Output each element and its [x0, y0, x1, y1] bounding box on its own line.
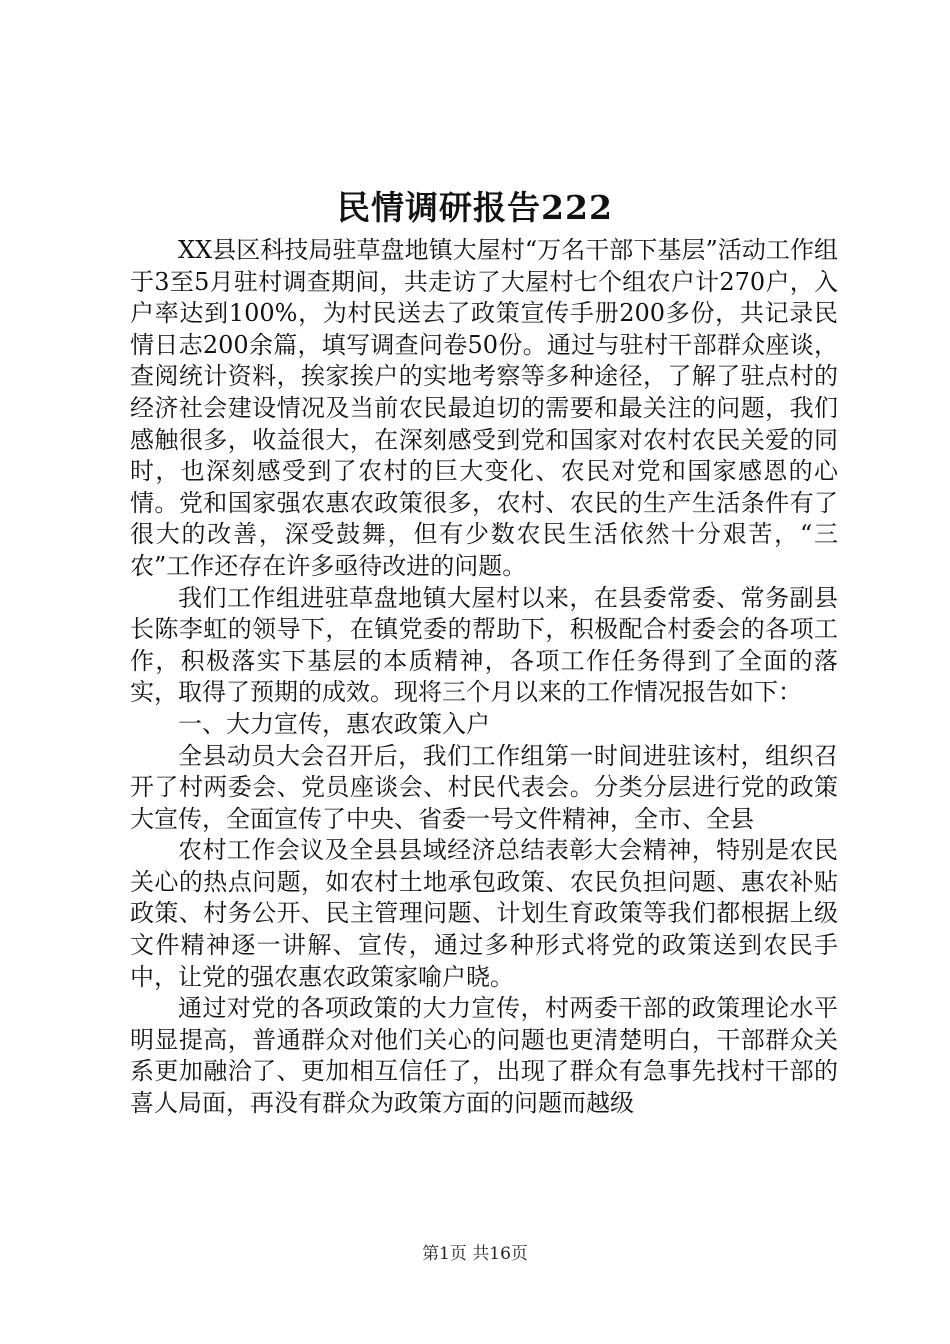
paragraph: 通过对党的各项政策的大力宣传，村两委干部的政策理论水平明显提高，普通群众对他们关心的问题也更清楚明白，干部群众关系更加融洽了、更加相互信任了，出现了群众有急事先找村干部的喜人局面，再没有群众为政策方面的问题而越级 — [130, 994, 838, 1118]
paragraph: 我们工作组进驻草盘地镇大屋村以来，在县委常委、常务副县长陈李虹的领导下，在镇党委的帮助下，积极配合村委会的各项工作，积极落实下基层的本质精神，各项工作任务得到了全面的落实，取得了预期的成效。现将三个月以来的工作情况报告如下： — [130, 583, 838, 707]
document-body — [130, 235, 838, 1120]
paragraph: 全县动员大会召开后，我们工作组第一时间进驻该村，组织召开了村两委会、党员座谈会、村民代表会。分类分层进行党的政策大宣传，全面宣传了中央、省委一号文件精神，全市、全县 — [130, 741, 838, 833]
document-title: 民情调研报告222 — [337, 188, 613, 227]
paragraph: XX县区科技局驻草盘地镇大屋村“万名干部下基层”活动工作组于3至5月驻村调查期间，共走访了大屋村七个组农户计270户，入户率达到100%，为村民送去了政策宣传手册200多份，共记录民情日志200余篇，填写调查问卷50份。通过与驻村干部群众座谈，查阅统计资料，挨家挨户的实地考察等多种途径，了解了驻点村的经济社会建设情况及当前农民最迫切的需要和最关注的问题，我们感触很多，收益很大，在深刻感受到党和国家对农村农民关爱的同时，也深刻感受到了农村的巨大变化、农民对党和国家感恩的心情。党和国家强农惠农政策很多，农村、农民的生产生活条件有了很大的改善，深受鼓舞，但有少数农民生活依然十分艰苦，“三农”工作还存在许多亟待改进的问题。 — [130, 236, 838, 580]
section-heading: 一、大力宣传，惠农政策入户 — [178, 709, 490, 738]
page-number-footer: 第1页 共16页 — [422, 1244, 528, 1264]
paragraph: 农村工作会议及全县县域经济总结表彰大会精神，特别是农民关心的热点问题，如农村土地承包政策、农民负担问题、惠农补贴政策、村务公开、民主管理问题、计划生育政策等我们都根据上级文件精神逐一讲解、宣传，通过多种形式将党的政策送到农民手中，让党的强农惠农政策家喻户晓。 — [130, 836, 838, 991]
